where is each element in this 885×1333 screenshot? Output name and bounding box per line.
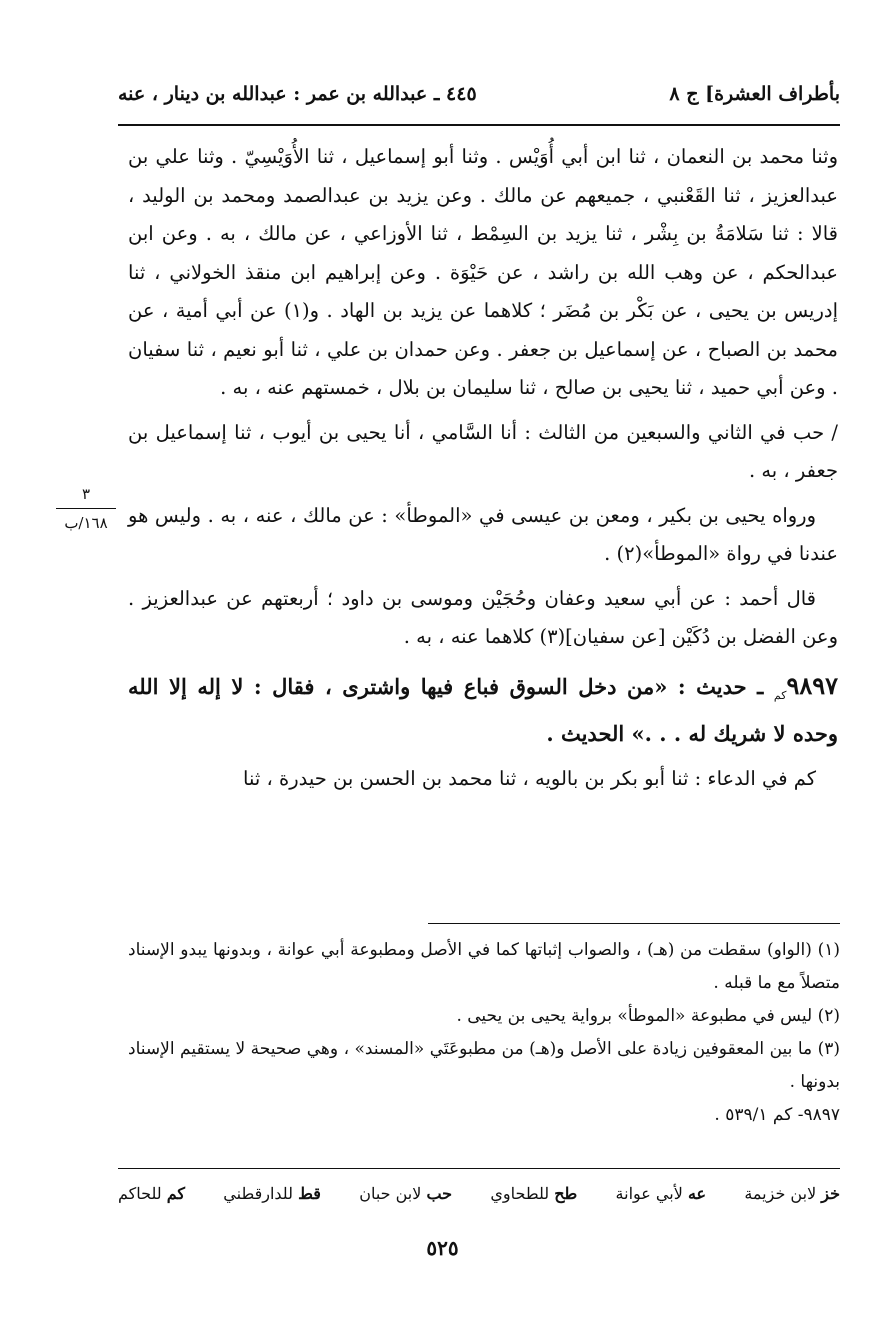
paragraph-ahmad: قال أحمد : عن أبي سعيد وعفان وحُجَيْن وموسى بن داود ؛ أربعتهم عن عبدالعزيز . وعن الفضل بن دُكَيْن [عن سفيان](٣) كلاهما عنه ، به . <box>128 586 838 648</box>
hadith-text: ـ حديث : «من دخل السوق فباع فيها واشترى ، فقال : لا إله إلا الله وحده لا شريك له . . .» الحديث . <box>128 673 838 747</box>
paragraph-isnad: وثنا محمد بن النعمان ، ثنا ابن أبي أُوَيْس . وثنا أبو إسماعيل ، ثنا الأُوَيْسِيّ . وثنا علي بن عبدالعزيز ، ثنا القَعْنبي ، جميعهم عن مالك . وعن يزيد بن عبدالصمد ومحمد بن الوليد ، قالا : ثنا سَلامَةُ بن بِشْر ، ثنا يزيد بن السِمْط ، ثنا الأوزاعي ، عن مالك ، به . وعن ابن عبدالحكم ، عن وهب الله بن راشد ، عن حَيْوَة . وعن إبراهيم ابن منقذ الخولاني ، ثنا إدريس بن يحيى ، عن بَكْر بن مُضَر ؛ كلاهما عن يزيد بن الهاد . و(١) عن أبي أمية ، عن محمد بن الصباح ، عن إسماعيل بن جعفر . وعن حمدان بن علي ، ثنا أبو نعيم ، ثنا سفيان . وعن أبي حميد ، ثنا يحيى بن صالح ، ثنا سليمان بن بلال ، خمستهم عنه ، به . <box>128 145 838 399</box>
legend-item: طح للطحاوي <box>490 1184 578 1203</box>
footnotes <box>128 934 840 1132</box>
legend-item: خز لابن خزيمة <box>744 1184 840 1203</box>
legend-item: حب لابن حبان <box>359 1184 453 1203</box>
paragraph-hakim: كم في الدعاء : ثنا أبو بكر بن بالويه ، ثنا محمد بن الحسن بن حيدرة ، ثنا <box>243 766 816 790</box>
legend-item: عه لأبي عوانة <box>615 1184 707 1203</box>
hadith-heading <box>128 667 838 754</box>
header-book-title: بأطراف العشرة] ج ٨ <box>669 83 840 105</box>
main-text <box>128 138 838 798</box>
legend-item: كم للحاكم <box>118 1184 185 1203</box>
footnote-rule <box>428 923 840 924</box>
footnote-2: (٢) ليس في مطبوعة «الموطأ» برواية يحيى بن يحيى . <box>456 1006 840 1026</box>
folio-divider <box>56 508 116 509</box>
paragraph-muwatta: ورواه يحيى بن بكير ، ومعن بن عيسى في «الموطأ» : عن مالك ، عنه ، به . وليس هو عندنا في رواة «الموطأ»(٢) . <box>128 503 838 565</box>
hadith-number: ٩٨٩٧ <box>786 670 839 700</box>
footnote-hadith-ref: ٩٨٩٧- كم ٥٣٩/١ . <box>714 1105 840 1125</box>
header-section-title: ٤٤٥ ـ عبدالله بن عمر : عبدالله بن دينار ، عنه <box>118 83 477 105</box>
legend-item: قط للدارقطني <box>223 1184 321 1203</box>
page-number: ٥٢٥ <box>426 1236 459 1260</box>
manuscript-folio-note <box>50 484 122 533</box>
folio-number: ١٦٨/ب <box>64 514 108 532</box>
footnote-3: (٣) ما بين المعقوفين زيادة على الأصل و(هـ) من مطبوعَتَي «المسند» ، وهي صحيحة لا يستقيم الإسناد بدونها . <box>128 1039 840 1092</box>
abbreviation-legend <box>118 1182 840 1206</box>
paragraph-hibban: / حب في الثاني والسبعين من الثالث : أنا السَّامي ، أنا يحيى بن أيوب ، ثنا إسماعيل بن جعفر ، به . <box>128 420 838 482</box>
legend-rule <box>118 1168 840 1169</box>
running-header <box>118 74 840 114</box>
hadith-source-mark: كم <box>773 688 787 702</box>
header-rule <box>118 124 840 126</box>
folio-volume: ٣ <box>81 485 91 503</box>
footnote-1: (١) (الواو) سقطت من (هـ) ، والصواب إثباتها كما في الأصل ومطبوعة أبي عوانة ، وبدونها يبدو الإسناد متصلاً مع ما قبله . <box>128 940 840 993</box>
